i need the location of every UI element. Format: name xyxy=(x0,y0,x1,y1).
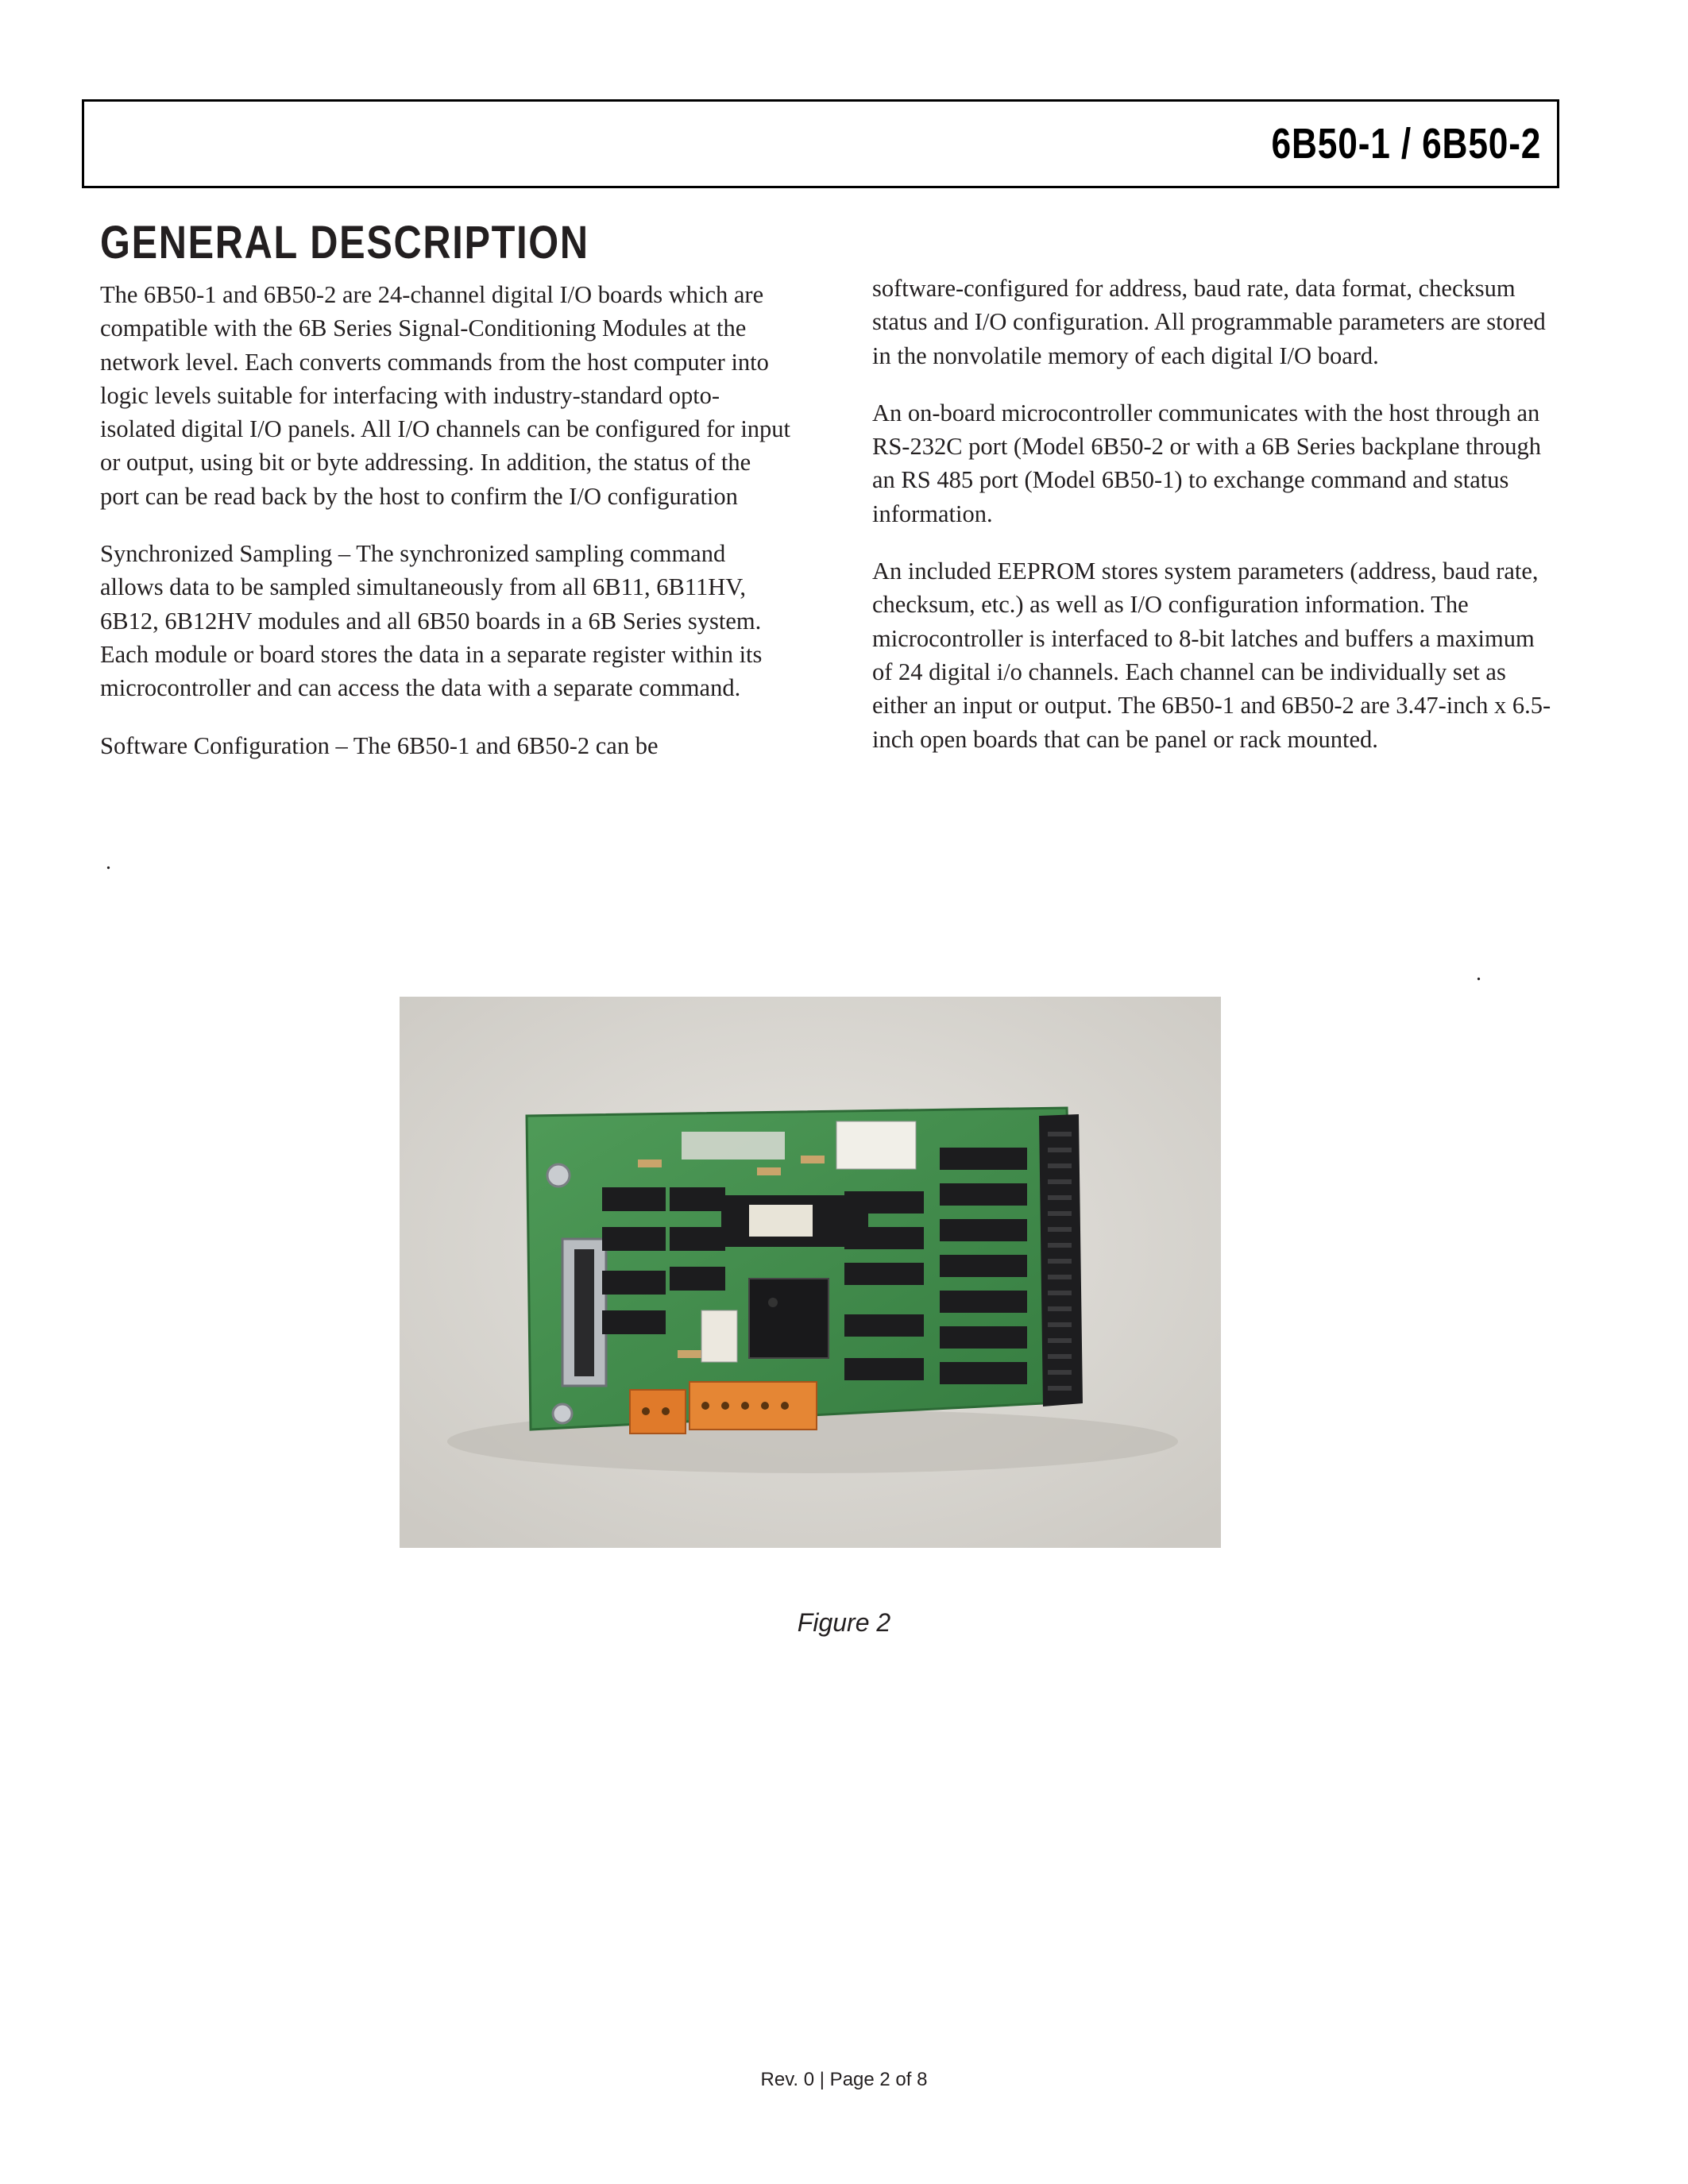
paragraph: Software Configuration – The 6B50-1 and 6B50-2 can be xyxy=(100,731,659,759)
figure-caption: Figure 2 xyxy=(797,1608,891,1637)
paragraph: An on-board microcontroller communicates with the host through an RS-232C port (Model 6B50-2 or with a 6B Series backplane through an RS 485 port (Model 6B50-1) to exchange command and status information. xyxy=(872,399,1542,527)
section-heading: GENERAL DESCRIPTION xyxy=(100,217,589,268)
header-box xyxy=(82,99,1559,188)
left-column xyxy=(100,278,791,786)
stray-mark: . xyxy=(1476,961,1481,986)
paragraph: The 6B50-1 and 6B50-2 are 24-channel digital I/O boards which are compatible with the 6B Series Signal-Conditioning Modules at the network level. Each converts commands from the host computer into logic levels suitable for interfacing with industry-standard opto-isolated digital I/O panels. All I/O channels can be configured for input or output, using bit or byte addressing. In addition, the status of the port can be read back by the host to confirm the I/O configuration xyxy=(100,281,791,510)
stray-mark: . xyxy=(106,850,111,874)
paragraph: An included EEPROM stores system parameters (address, baud rate, checksum, etc.) as well as I/O configuration information. The microcontroller is interfaced to 8-bit latches and buffers a maximum of 24 digital i/o channels. Each channel can be individually set as either an input or output. The 6B50-1 and 6B50-2 are 3.47-inch x 6.5-inch open boards that can be panel or rack mounted. xyxy=(872,558,1551,753)
page-footer: Rev. 0 | Page 2 of 8 xyxy=(760,2069,928,2090)
right-column xyxy=(872,272,1557,780)
circuit-board-photo xyxy=(400,997,1221,1548)
paragraph: Synchronized Sampling – The synchronized sampling command allows data to be sampled simultaneously from all 6B11, 6B11HV, 6B12, 6B12HV modules and all 6B50 boards in a 6B Series system. Each module or board stores the data in a separate register within its microcontroller and can access the data with a separate command. xyxy=(100,540,763,702)
document-title: 6B50-1 / 6B50-2 xyxy=(1271,120,1541,168)
paragraph: software-configured for address, baud rate, data format, checksum status and I/O configuration. All programmable parameters are stored in the nonvolatile memory of each digital I/O board. xyxy=(872,275,1546,369)
